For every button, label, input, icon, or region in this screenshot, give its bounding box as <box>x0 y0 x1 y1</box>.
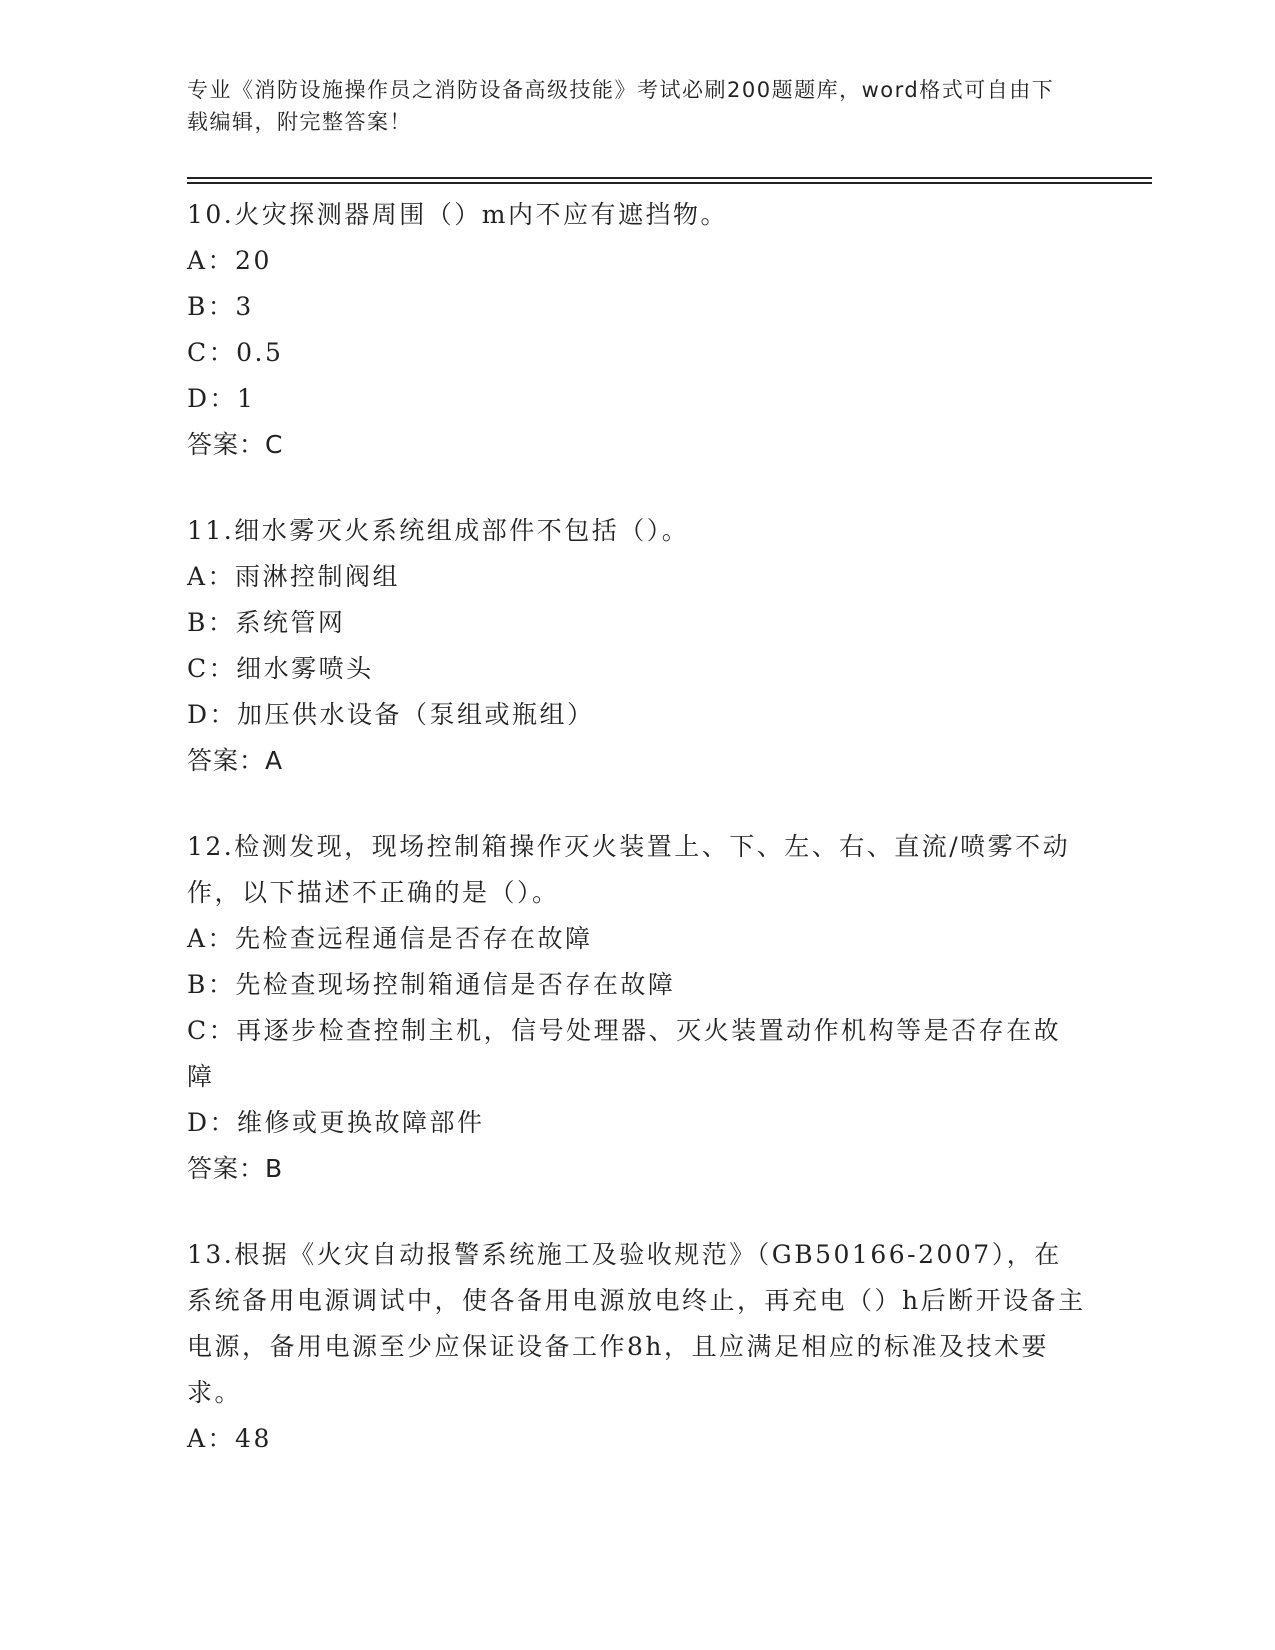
header-divider-top <box>187 177 1152 179</box>
option-b: B：3 <box>187 292 254 321</box>
option-b: B：系统管网 <box>187 608 346 637</box>
question-list <box>187 192 1087 1502</box>
option-d: D：1 <box>187 384 256 413</box>
answer-line: 答案：C <box>187 430 284 459</box>
option-c: C：细水雾喷头 <box>187 654 374 683</box>
question-text: 12.检测发现，现场控制箱操作灭火装置上、下、左、右、直流/喷雾不动作，以下描述不正确的是（）。 <box>187 832 1071 907</box>
document-header: 专业《消防设施操作员之消防设备高级技能》考试必刷200题题库，word格式可自由下载编辑，附完整答案！ <box>187 78 1055 134</box>
question-item <box>187 508 1087 784</box>
option-d: D：维修或更换故障部件 <box>187 1108 485 1137</box>
answer-line: 答案：B <box>187 1154 284 1183</box>
question-item <box>187 824 1087 1192</box>
option-c: C：再逐步检查控制主机，信号处理器、灭火装置动作机构等是否存在故障 <box>187 1016 1062 1091</box>
option-c: C：0.5 <box>187 338 284 367</box>
option-a: A：先检查远程通信是否存在故障 <box>187 924 593 953</box>
question-text: 13.根据《火灾自动报警系统施工及验收规范》（GB50166-2007），在系统备用电源调试中，使各备用电源放电终止，再充电（）h后断开设备主电源，备用电源至少应保证设备工作8h，且应满足相应的标准及技术要求。 <box>187 1240 1086 1407</box>
question-text: 10.火灾探测器周围（）m内不应有遮挡物。 <box>187 200 728 229</box>
option-a: A：20 <box>187 246 272 275</box>
question-item <box>187 1232 1087 1462</box>
option-d: D：加压供水设备（泵组或瓶组） <box>187 700 595 729</box>
question-item <box>187 192 1087 468</box>
option-a: A：48 <box>187 1424 272 1453</box>
option-a: A：雨淋控制阀组 <box>187 562 401 591</box>
header-divider-bottom <box>187 182 1152 184</box>
answer-line: 答案：A <box>187 746 284 775</box>
option-b: B：先检查现场控制箱通信是否存在故障 <box>187 970 676 999</box>
question-text: 11.细水雾灭火系统组成部件不包括（）。 <box>187 516 690 545</box>
